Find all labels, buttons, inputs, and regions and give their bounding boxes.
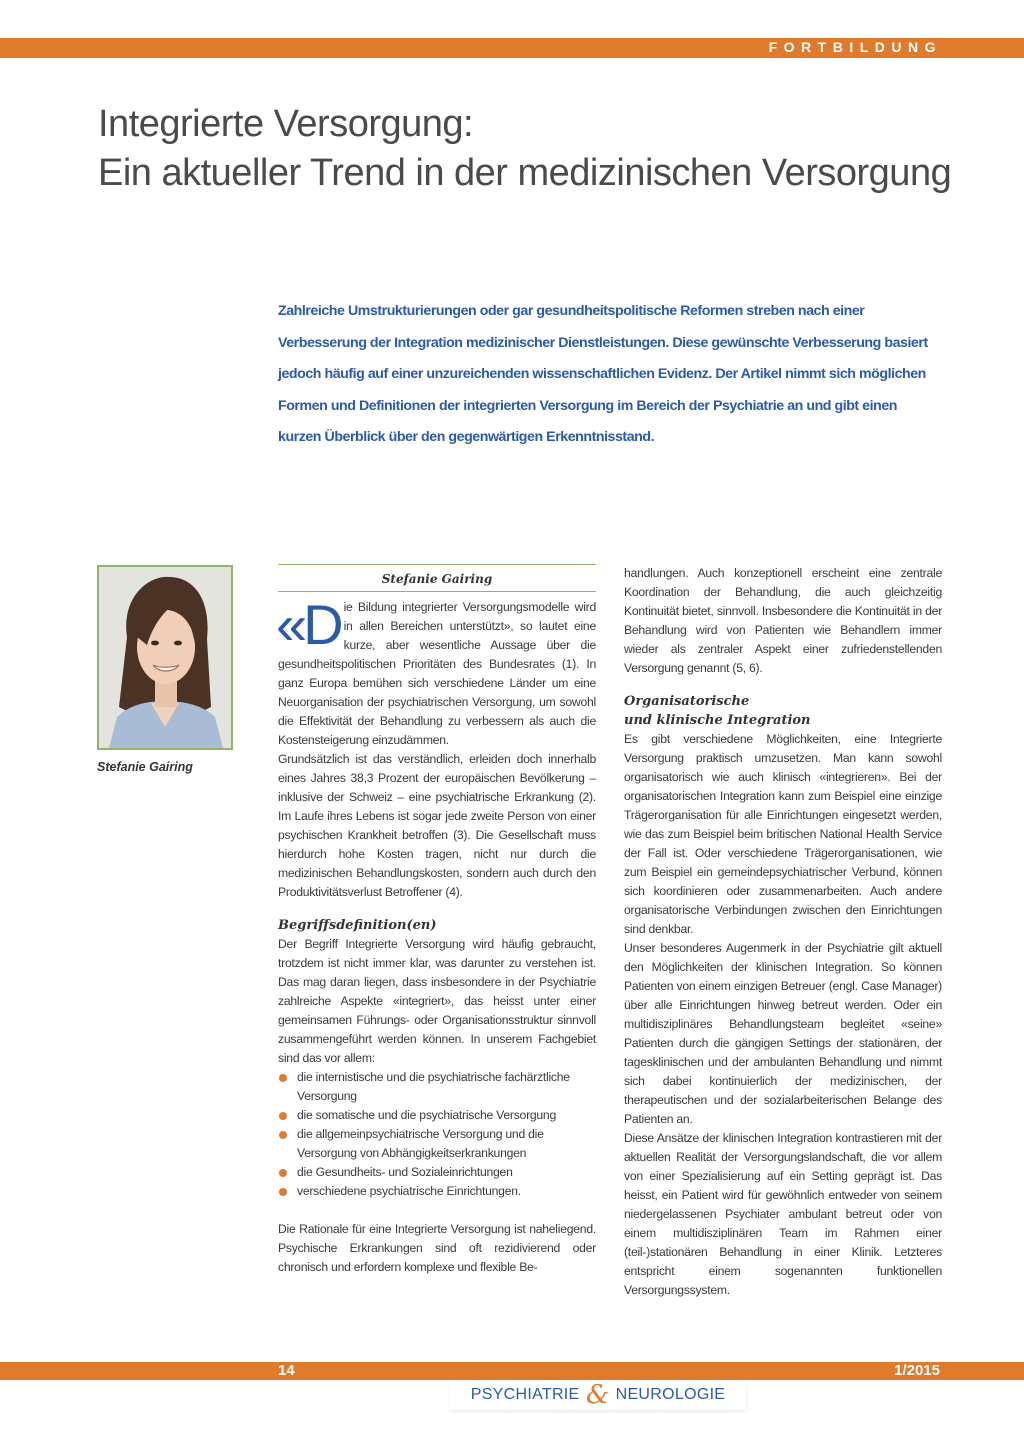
article-title: [98, 100, 978, 198]
paragraph-intro: ie Bildung integrierter Versorgungsmodelle wird in allen Bereichen unterstützt», so lautet eine kurze, aber wesentliche Aussage über die gesundheitspolitischen Prioritäten des Bundesrates (1). In ganz Europa bemühen sich verschiedene Länder um eine Neuorganisation der psychiatrischen Versorgung, um sowohl die Effektivität der Behandlung zu verbessern als auch die Kostensteigerung einzudämmen.: [278, 600, 596, 747]
paragraph-5: handlungen. Auch konzeptionell erscheint eine zentrale Koordination der Behandlung, die auch gleichzeitig Kontinuität bietet, sinnvoll. Insbesondere die Kontinuität in der Behandlung wird von Patienten wie Behandlern immer wieder als zentraler Aspekt einer zufriedenstellenden Versorgung genannt (5, 6).: [624, 566, 942, 675]
issue-number: 1/2015: [894, 1362, 940, 1379]
subheading-integration: [624, 692, 942, 730]
author-portrait-image: [99, 567, 231, 748]
column-right: [624, 564, 942, 1300]
intro-paragraph-wrap: [276, 593, 596, 750]
journal-ampersand: &: [585, 1380, 610, 1410]
article-title-line1: Integrierte Versorgung:: [98, 103, 474, 145]
page-number: 14: [278, 1362, 295, 1379]
subheading-integration-line1: Organisatorische: [624, 694, 750, 709]
paragraph-4: Die Rationale für eine Integrierte Versorgung ist naheliegend. Psychische Erkrankungen sind oft rezidivierend oder chronisch und erfordern komplexe und flexible Be-: [278, 1222, 596, 1274]
list-item: die internistische und die psychiatrische fachärztliche Versorgung: [278, 1068, 596, 1106]
section-label: FORTBILDUNG: [768, 39, 942, 55]
article-lead: Zahlreiche Umstrukturierungen oder gar gesundheitspolitische Reformen streben nach einer Verbesserung der Integration medizinischer Dienstleistungen. Diese gewünschte Verbesserung basiert jedoch häufig auf einer unzureichenden wissenschaftlichen Evidenz. Der Artikel nimmt sich möglichen Formen und Definitionen der integrierten Versorgung im Bereich der Psychiatrie an und gibt einen kurzen Überblick über den gegenwärtigen Erkenntnisstand.: [278, 303, 928, 445]
article-title-line2: Ein aktueller Trend in der medizinischen Versorgung: [98, 152, 952, 194]
author-name: Stefanie Gairing: [278, 564, 596, 592]
list-item: die Gesundheits- und Sozialeinrichtungen: [278, 1163, 596, 1182]
journal-name-part1: PSYCHIATRIE: [470, 1386, 580, 1403]
paragraph-6: Es gibt verschiedene Möglichkeiten, eine Integrierte Versorgung praktisch umzusetzen. Man kann sowohl organisatorisch wie auch klinisch «integrieren». Bei der organisatorischen Integration kann zum Beispiel eine einzige Trägerorganisation für alle Einrichtungen eingesetzt werden, wie das zum Beispiel beim britischen National Health Service der Fall ist. Oder verschiedene Trägerorganisationen, wie zum Beispiel ein gemeindepsychiatrischer Verbund, können sich koordinieren oder zusammenarbeiten. Auch andere organisatorische Verbindungen zwischen den Einrichtungen sind denkbar.: [624, 732, 942, 936]
dropcap: «D: [276, 593, 340, 656]
subheading-integration-line2: und klinische Integration: [624, 713, 811, 728]
bullet-list: [278, 1068, 596, 1201]
footer-bar: [0, 1362, 1024, 1380]
photo-caption: Stefanie Gairing: [97, 760, 193, 774]
list-item: die allgemeinpsychiatrische Versorgung und die Versorgung von Abhängigkeitserkrankungen: [278, 1125, 596, 1163]
author-photo: [97, 565, 233, 750]
journal-logo: [450, 1380, 746, 1410]
journal-name-part2: NEUROLOGIE: [615, 1386, 726, 1403]
paragraph-8: Diese Ansätze der klinischen Integration kontrastieren mit der aktuellen Realität der Versorgungslandschaft, die vor allem von einer Spezialisierung auf ein Setting geprägt ist. Das heisst, ein Patient wird für gewöhnlich entweder von seinem niedergelassenen Psychiater ambulant betreut oder von einem multidisziplinären Team im Rahmen einer (teil-)stationären Behandlung in einer Klinik. Letzteres entspricht einem sogenannten funktionellen Versorgungssystem.: [624, 1131, 942, 1297]
paragraph-7: Unser besonderes Augenmerk in der Psychiatrie gilt aktuell den Möglichkeiten der klinischen Integration. So können Patienten von einem einzigen Betreuer (engl. Case Manager) über alle Einrichtungen hinweg betreut werden. Oder ein multidisziplinäres Behandlungsteam begleitet «seine» Patienten durch die gängigen Settings der stationären, der tagesklinischen und der ambulanten Behandlung und nimmt sich dabei kontinuierlich der medizinischen, der therapeutischen und der sozialarbeiterischen Belange des Patienten an.: [624, 941, 942, 1126]
paragraph-2: Grundsätzlich ist das verständlich, erleiden doch innerhalb eines Jahres 38,3 Prozent der europäischen Bevölkerung – inklusive der Schweiz – eine psychiatrische Erkrankung (2). Im Laufe ihres Lebens ist sogar jede zweite Person von einer psychischen Krankheit betroffen (3). Die Gesellschaft muss hierdurch hohe Kosten tragen, nicht nur durch die medizinischen Behandlungskosten, sondern auch durch den Produktivitätsverlust Betroffener (4).: [278, 752, 596, 899]
paragraph-3: Der Begriff Integrierte Versorgung wird häufig gebraucht, trotzdem ist nicht immer klar, was darunter zu verstehen ist. Das mag daran liegen, dass insbesondere in der Psychiatrie zahlreiche Aspekte «integriert», das heisst unter einer gemeinsamen Führungs- oder Organisationsstruktur sinnvoll zusammengeführt werden können. In unserem Fachgebiet sind das vor allem:: [278, 937, 596, 1065]
column-left: [278, 564, 596, 1277]
list-item: verschiedene psychiatrische Einrichtungen.: [278, 1182, 596, 1201]
subheading-definitions: Begriffsdefinition(en): [278, 918, 437, 933]
header-bar: [0, 38, 1024, 58]
list-item: die somatische und die psychiatrische Versorgung: [278, 1106, 596, 1125]
